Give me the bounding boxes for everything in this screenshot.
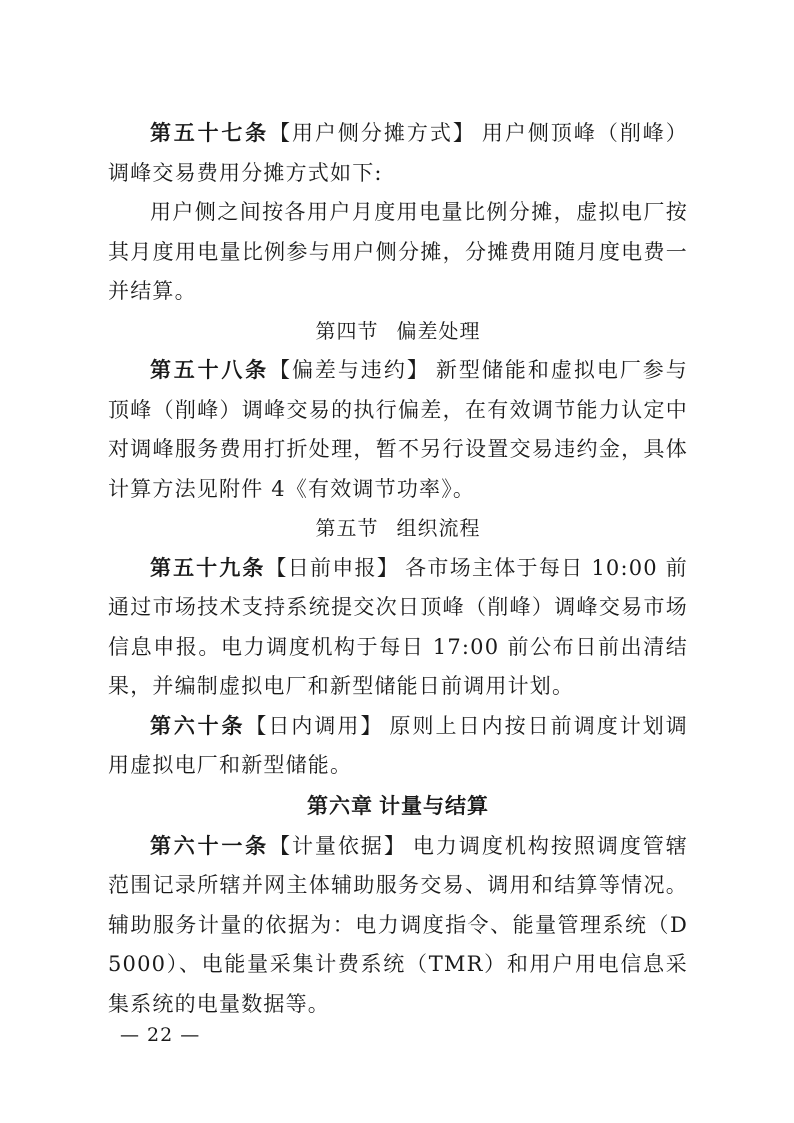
article-61 (108, 827, 688, 1025)
article-text: 新型储能和虚拟电厂参与顶峰（削峰）调峰交易的执行偏差，在有效调节能力认定中对调峰服务费用打折处理，暂不另行设置交易违约金，具体计算方法见附件 4《有效调节功率》。 (108, 358, 688, 501)
chapter-number: 第六章 (307, 793, 373, 818)
article-number: 第五十七条 (150, 121, 269, 145)
document-body (108, 114, 688, 1024)
chapter-title: 计量与结算 (379, 793, 489, 818)
paragraph-text: 用户侧之间按各用户月度用电量比例分摊，虚拟电厂按其月度用电量比例参与用户侧分摊，分摊费用随月度电费一并结算。 (108, 200, 688, 303)
article-57-paragraph-2 (108, 193, 688, 312)
article-number: 第六十一条 (150, 833, 269, 858)
section-title: 偏差处理 (396, 318, 481, 343)
page-number: — 22 — (120, 1024, 201, 1046)
article-58 (108, 351, 688, 509)
article-heading: 【偏差与违约】 (268, 358, 430, 382)
article-text: 各市场主体于每日 10:00 前通过市场技术支持系统提交次日顶峰（削峰）调峰交易市场信息申报。电力调度机构于每日 17:00 前公布日前出清结果，并编制虚拟电厂和新型储能日前调用计划。 (108, 555, 689, 698)
section-number: 第五节 (315, 516, 379, 540)
article-57 (108, 114, 688, 193)
section-heading-5 (108, 509, 688, 549)
section-title: 组织流程 (396, 516, 481, 540)
article-number: 第五十八条 (150, 358, 269, 382)
article-heading: 【计量依据】 (268, 833, 407, 858)
article-heading: 【日前申报】 (265, 555, 400, 580)
section-number: 第四节 (315, 318, 379, 343)
article-number: 第五十九条 (150, 555, 266, 580)
section-heading-4 (108, 312, 688, 352)
article-number: 第六十条 (150, 713, 246, 738)
article-text: 原则上日内按日前调度计划调用虚拟电厂和新型储能。 (108, 713, 689, 777)
article-text: 电力调度机构按照调度管辖范围记录所辖并网主体辅助服务交易、调用和结算等情况。辅助服务计量的依据为：电力调度指令、能量管理系统（D5000）、电能量采集计费系统（TMR）和用户用电信息采集系统的电量数据等。 (108, 833, 689, 1016)
article-59 (108, 549, 688, 707)
article-text: 用户侧顶峰（削峰）调峰交易费用分摊方式如下: (108, 121, 688, 185)
article-60 (108, 707, 688, 786)
article-heading: 【用户侧分摊方式】 (268, 121, 476, 145)
chapter-heading-6 (108, 786, 688, 827)
article-heading: 【日内调用】 (245, 713, 384, 738)
